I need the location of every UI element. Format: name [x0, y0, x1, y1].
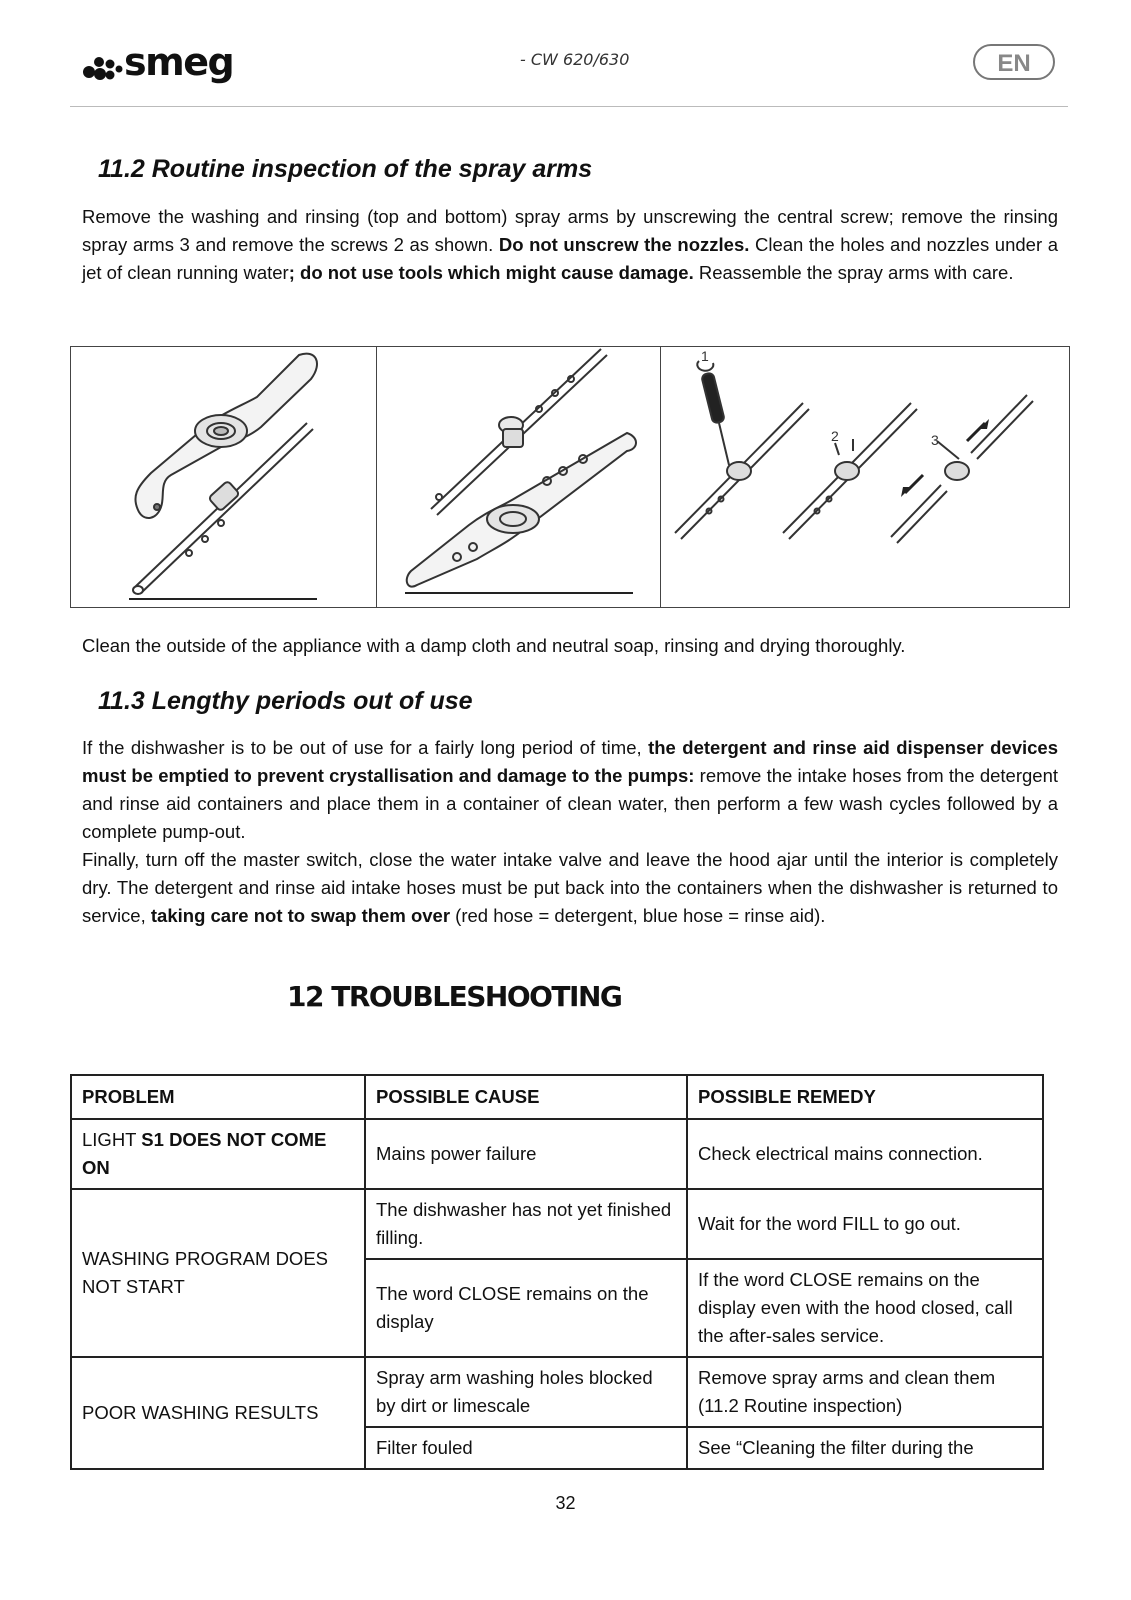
- cause-cell: The dishwasher has not yet finished filling.: [365, 1189, 687, 1259]
- problem-cell: LIGHT S1 DOES NOT COME ON: [71, 1119, 365, 1189]
- section-11-2-title: 11.2 Routine inspection of the spray arms: [98, 155, 593, 183]
- figure-label-2: 2: [831, 428, 839, 444]
- header-divider: [70, 106, 1068, 107]
- remedy-cell: Wait for the word FILL to go out.: [687, 1189, 1043, 1259]
- cause-cell: Spray arm washing holes blocked by dirt or limescale: [365, 1357, 687, 1427]
- language-badge: EN: [973, 44, 1055, 80]
- problem-cell: POOR WASHING RESULTS: [71, 1357, 365, 1469]
- cause-cell: Mains power failure: [365, 1119, 687, 1189]
- page-header: [70, 36, 1068, 106]
- column-header-cause: POSSIBLE CAUSE: [365, 1075, 687, 1119]
- spray-arm-illustration-3: [661, 347, 1069, 607]
- cause-cell: Filter fouled: [365, 1427, 687, 1469]
- remedy-cell: Remove spray arms and clean them (11.2 Routine inspection): [687, 1357, 1043, 1427]
- remedy-cell: Check electrical mains connection.: [687, 1119, 1043, 1189]
- table-header-row: [71, 1075, 1043, 1119]
- table-row: [71, 1189, 1043, 1259]
- remedy-cell: If the word CLOSE remains on the display even with the hood closed, call the after-sales service.: [687, 1259, 1043, 1357]
- cleaning-note: Clean the outside of the appliance with a damp cloth and neutral soap, rinsing and drying thoroughly.: [82, 635, 906, 656]
- cause-cell: The word CLOSE remains on the display: [365, 1259, 687, 1357]
- column-header-remedy: POSSIBLE REMEDY: [687, 1075, 1043, 1119]
- remedy-cell: See “Cleaning the filter during the: [687, 1427, 1043, 1469]
- figure-label-1: 1: [701, 348, 709, 364]
- troubleshooting-table: [70, 1074, 1044, 1470]
- logo-dots-icon: [82, 50, 126, 84]
- table-row: [71, 1119, 1043, 1189]
- spray-arms-figure: [70, 346, 1070, 608]
- section-11-3-title: 11.3 Lengthy periods out of use: [98, 687, 473, 715]
- section-11-2-paragraph: Remove the washing and rinsing (top and bottom) spray arms by unscrewing the central screw; remove the rinsing spray arms 3 and remove the screws 2 as shown. Do not unscrew the nozzles. Clean the holes and nozzles under a jet of clean running water; do not use tools which might cause damage. Reassemble the spray arms with care.: [82, 206, 1059, 283]
- column-header-problem: PROBLEM: [71, 1075, 365, 1119]
- page-number: 32: [555, 1493, 576, 1513]
- figure-label-3: 3: [931, 432, 939, 448]
- brand-name: smeg: [124, 40, 234, 84]
- model-number: - CW 620/630: [520, 50, 630, 69]
- table-row: [71, 1357, 1043, 1427]
- smeg-logo: [82, 40, 252, 84]
- spray-arm-illustration-1: [71, 347, 377, 607]
- section-11-3-paragraph-1: If the dishwasher is to be out of use for a fairly long period of time, the detergent and rinse aid dispenser devices must be emptied to prevent crystallisation and damage to the pumps: remove the intake hoses from the detergent and rinse aid containers and place them in a container of clean water, then perform a few wash cycles followed by a complete pump-out.: [82, 737, 1058, 842]
- problem-cell: WASHING PROGRAM DOES NOT START: [71, 1189, 365, 1357]
- section-11-3-paragraph-2: Finally, turn off the master switch, close the water intake valve and leave the hood ajar until the interior is completely dry. The detergent and rinse aid intake hoses must be put back into the containers when the dishwasher is returned to service, taking care not to swap them over (red hose = detergent, blue hose = rinse aid).: [82, 849, 1058, 926]
- section-12-title: 12 TROUBLESHOOTING: [287, 980, 622, 1013]
- spray-arm-illustration-2: [377, 347, 661, 607]
